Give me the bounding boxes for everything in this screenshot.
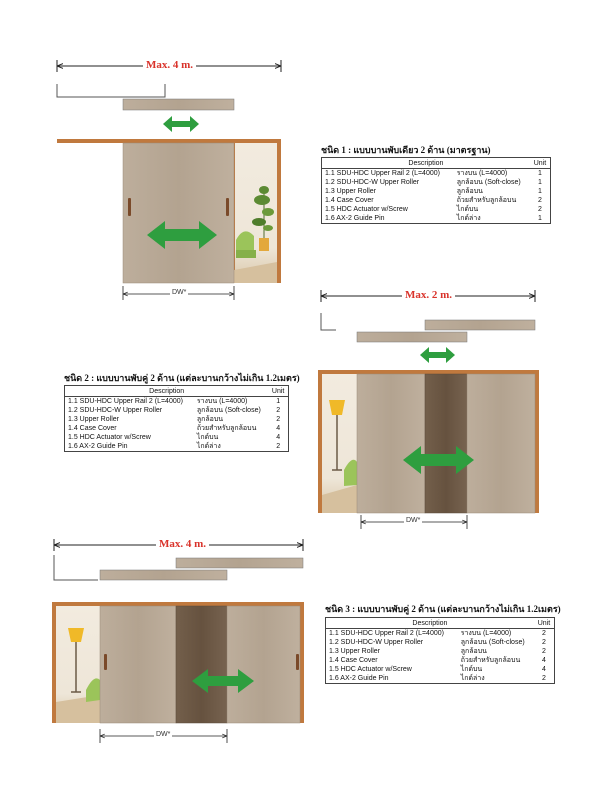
item-unit: 4 <box>276 425 281 432</box>
sliding-door-panel <box>176 606 227 723</box>
item-unit: 1 <box>537 179 542 186</box>
table-row <box>65 442 289 452</box>
item-unit: 1 <box>276 398 281 405</box>
table-row <box>65 415 289 424</box>
top-view-panel <box>123 99 234 110</box>
item-thai-name: ถ้วยสำหรับลูกล้อบน <box>196 425 257 432</box>
item-code: 1.2 SDU-HDC-W Upper Roller <box>68 407 163 414</box>
table-header-row <box>326 618 555 629</box>
max-width-label: Max. 4 m. <box>143 59 196 71</box>
column-header-description: Description <box>326 618 534 629</box>
item-thai-name: ไกด์ล่าง <box>196 443 221 450</box>
max-width-label: Max. 4 m. <box>156 538 209 550</box>
diagram-3 <box>52 539 304 743</box>
double-arrow-icon <box>163 116 199 132</box>
max-width-label: Max. 2 m. <box>402 289 455 301</box>
diagram-2 <box>318 290 539 529</box>
double-arrow-icon <box>420 347 455 363</box>
table-row <box>322 196 551 205</box>
table-row <box>322 178 551 187</box>
dw-label: DW* <box>406 517 421 524</box>
table-row <box>326 656 555 665</box>
table-row <box>322 205 551 214</box>
spec-title-type-2: ชนิด 2 : แบบบานพับคู่ 2 ด้าน (แต่ละบานกว้างไม่เกิน 1.2เมตร) <box>64 373 300 383</box>
item-code: 1.5 HDC Actuator w/Screw <box>68 434 151 441</box>
item-unit: 2 <box>537 197 542 204</box>
item-unit: 1 <box>537 170 542 177</box>
column-header-description: Description <box>322 158 530 169</box>
item-unit: 2 <box>276 443 281 450</box>
item-code: 1.4 Case Cover <box>68 425 117 432</box>
table-row <box>65 433 289 442</box>
item-unit: 2 <box>541 648 546 655</box>
item-thai-name: ไกด์บน <box>460 666 483 673</box>
column-header-unit: Unit <box>530 158 551 169</box>
item-thai-name: รางบน (L=4000) <box>196 398 248 405</box>
item-thai-name: รางบน (L=4000) <box>456 170 508 177</box>
dw-label: DW* <box>172 289 187 296</box>
item-code: 1.5 HDC Actuator w/Screw <box>325 206 408 213</box>
table-row <box>65 424 289 433</box>
item-thai-name: รางบน (L=4000) <box>460 630 512 637</box>
item-thai-name: ลูกล้อบน (Soft-close) <box>456 179 521 186</box>
item-code: 1.4 Case Cover <box>325 197 374 204</box>
item-thai-name: ลูกล้อบน <box>456 188 483 195</box>
item-unit: 2 <box>541 639 546 646</box>
sliding-door-panel <box>425 374 467 513</box>
sliding-door-panel <box>123 143 234 283</box>
spec-table-type-3 <box>325 617 555 684</box>
diagram-1 <box>57 60 281 300</box>
door-handle-icon <box>104 654 107 670</box>
spec-table-type-2 <box>64 385 289 452</box>
door-handle-icon <box>128 198 131 216</box>
column-header-unit: Unit <box>534 618 555 629</box>
item-thai-name: ลูกล้อบน (Soft-close) <box>460 639 525 646</box>
item-code: 1.5 HDC Actuator w/Screw <box>329 666 412 673</box>
item-unit: 2 <box>537 206 542 213</box>
spec-table-type-1 <box>321 157 551 224</box>
top-view-rail <box>57 84 165 97</box>
item-thai-name: ไกด์บน <box>196 434 219 441</box>
item-thai-name: ไกด์ล่าง <box>456 215 481 222</box>
table-row <box>326 629 555 639</box>
item-thai-name: ไกด์บน <box>456 206 479 213</box>
table-row <box>322 214 551 224</box>
item-code: 1.3 Upper Roller <box>68 416 119 423</box>
spec-title-type-3: ชนิด 3 : แบบบานพับคู่ 2 ด้าน (แต่ละบานกว้างไม่เกิน 1.2เมตร) <box>325 604 561 614</box>
item-code: 1.1 SDU-HDC Upper Rail 2 (L=4000) <box>329 630 444 637</box>
table-row <box>322 187 551 196</box>
item-unit: 4 <box>541 657 546 664</box>
table-header-row <box>65 386 289 397</box>
table-row <box>322 169 551 179</box>
item-thai-name: ถ้วยสำหรับลูกล้อบน <box>460 657 521 664</box>
item-code: 1.2 SDU-HDC-W Upper Roller <box>325 179 420 186</box>
table-row <box>326 647 555 656</box>
item-code: 1.6 AX-2 Guide Pin <box>325 215 385 222</box>
item-code: 1.3 Upper Roller <box>329 648 380 655</box>
item-unit: 4 <box>541 666 546 673</box>
table-row <box>326 665 555 674</box>
item-code: 1.6 AX-2 Guide Pin <box>68 443 128 450</box>
item-unit: 2 <box>541 675 546 682</box>
item-unit: 1 <box>537 188 542 195</box>
item-thai-name: ลูกล้อบน <box>196 416 224 423</box>
door-frame <box>277 139 281 283</box>
item-thai-name: ลูกล้อบน (Soft-close) <box>196 407 261 414</box>
item-code: 1.2 SDU-HDC-W Upper Roller <box>329 639 424 646</box>
table-row <box>65 406 289 415</box>
table-row <box>65 397 289 407</box>
spec-title-type-1: ชนิด 1 : แบบบานพับเดียว 2 ด้าน (มาตรฐาน) <box>321 145 491 155</box>
item-thai-name: ลูกล้อบน <box>460 648 487 655</box>
item-code: 1.3 Upper Roller <box>325 188 376 195</box>
column-header-unit: Unit <box>268 386 288 397</box>
item-unit: 4 <box>276 434 281 441</box>
table-header-row <box>322 158 551 169</box>
item-thai-name: ถ้วยสำหรับลูกล้อบน <box>456 197 517 204</box>
item-code: 1.1 SDU-HDC Upper Rail 2 (L=4000) <box>325 170 440 177</box>
column-header-description: Description <box>65 386 269 397</box>
item-unit: 1 <box>537 215 542 222</box>
item-code: 1.1 SDU-HDC Upper Rail 2 (L=4000) <box>68 398 183 405</box>
item-unit: 2 <box>541 630 546 637</box>
item-thai-name: ไกด์ล่าง <box>460 675 485 682</box>
item-code: 1.4 Case Cover <box>329 657 378 664</box>
table-row <box>326 638 555 647</box>
item-unit: 2 <box>276 416 281 423</box>
table-row <box>326 674 555 684</box>
item-unit: 2 <box>276 407 281 414</box>
item-code: 1.6 AX-2 Guide Pin <box>329 675 389 682</box>
dw-label: DW* <box>156 731 171 738</box>
